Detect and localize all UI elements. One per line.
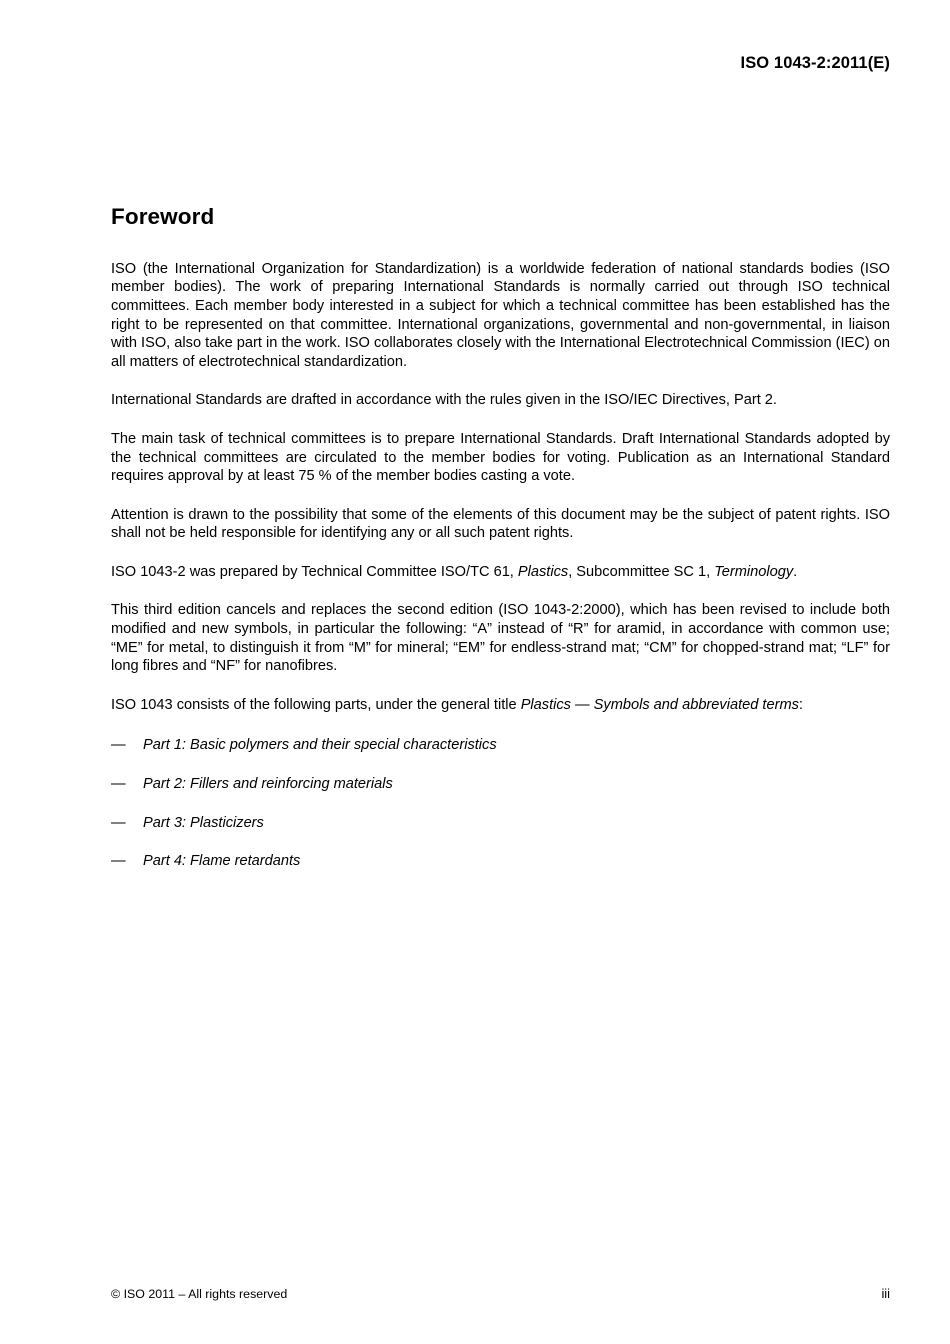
page-number: iii [881,1286,890,1302]
em-dash-bullet-icon: — [111,853,126,870]
list-item [111,736,890,755]
paragraph-text: This third edition cancels and replaces the second edition (ISO 1043-2:2000), which has been revised to include both modified and new symbols, in particular the following: “A” instead of “R” for aramid, in accordance with common use; “ME” for metal, to distinguish it from “M” for mineral; “EM” for endless-strand mat; “CM” for chopped-strand mat; “LF” for long fibres and “NF” for nanofibres. [111,602,890,675]
em-dash-bullet-icon: — [111,737,126,754]
paragraph-text-tail: . [793,563,798,580]
foreword-paragraph-5-committee [111,563,890,582]
foreword-paragraph-2 [111,391,890,410]
foreword-paragraph-7-parts-intro [111,696,890,715]
copyright-notice: © ISO 2011 – All rights reserved [111,1287,288,1302]
parts-list [111,736,890,870]
page-footer [111,1286,890,1302]
list-item [111,814,890,833]
paragraph-text-lead: ISO 1043-2 was prepared by Technical Committee ISO/TC 61, [111,563,518,580]
paragraph-text-tail: : [798,696,803,713]
list-item-label: Part 1: Basic polymers and their special characteristics [143,737,497,754]
foreword-paragraph-1 [111,260,890,372]
paragraph-text: ISO (the International Organization for Standardization) is a worldwide federation of national standards bodies (ISO member bodies). The work of preparing International Standards is normally carried out through ISO technical committees. Each member body interested in a subject for which a technical committee has been established has the right to be represented on that committee. International organizations, governmental and non-governmental, in liaison with ISO, also take part in the work. ISO collaborates closely with the International Electrotechnical Commission (IEC) on all matters of electrotechnical standardization. [111,260,890,370]
list-item-label: Part 3: Plasticizers [143,814,264,831]
em-dash-bullet-icon: — [111,776,126,793]
running-header-standard-ref: ISO 1043-2:2011(E) [740,54,890,72]
paragraph-text: International Standards are drafted in accordance with the rules given in the ISO/IEC Directives, Part 2. [111,392,777,409]
paragraph-text: Attention is drawn to the possibility that some of the elements of this document may be the subject of patent rights. ISO shall not be held responsible for identifying any or all such patent rights. [111,506,890,542]
page-content [111,205,890,871]
list-item-label: Part 2: Fillers and reinforcing materials [143,776,393,793]
foreword-paragraph-3 [111,430,890,486]
committee-title-plastics: Plastics [517,563,569,580]
list-item [111,775,890,794]
paragraph-text-mid: , Subcommittee SC 1, [568,563,715,580]
general-title: Plastics — Symbols and abbreviated terms [520,696,799,713]
em-dash-bullet-icon: — [111,814,126,831]
list-item-label: Part 4: Flame retardants [143,853,301,870]
page-title: Foreword [111,204,215,229]
subcommittee-title-terminology: Terminology [714,563,794,580]
list-item [111,852,890,871]
foreword-paragraph-6-revision [111,601,890,675]
paragraph-text-lead: ISO 1043 consists of the following parts, under the general title [111,696,521,713]
paragraph-text: The main task of technical committees is to prepare International Standards. Draft International Standards adopted by the technical committees are circulated to the member bodies for voting. Publication as an International Standard requires approval by at least 75 % of the member bodies casting a vote. [111,430,890,485]
foreword-paragraph-4 [111,506,890,543]
